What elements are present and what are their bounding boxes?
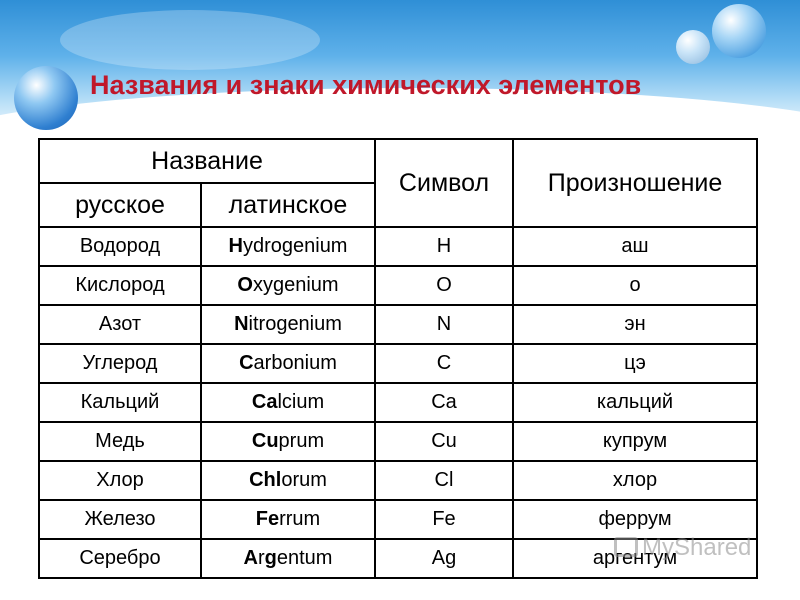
table-header-row — [39, 139, 757, 183]
cell-symbol: O — [375, 266, 513, 305]
cell-russian: Медь — [39, 422, 201, 461]
decorative-sphere-icon — [14, 66, 78, 130]
cell-pronunciation: феррум — [513, 500, 757, 539]
cell-latin: Hydrogenium — [201, 227, 375, 266]
cell-russian: Водород — [39, 227, 201, 266]
header-pronunciation: Произношение — [513, 139, 757, 227]
cell-russian: Кислород — [39, 266, 201, 305]
cell-pronunciation: купрум — [513, 422, 757, 461]
cell-pronunciation: аргентум — [513, 539, 757, 578]
header-name: Название — [39, 139, 375, 183]
cell-latin: Carbonium — [201, 344, 375, 383]
cell-symbol: Ag — [375, 539, 513, 578]
cell-pronunciation: о — [513, 266, 757, 305]
cell-pronunciation: эн — [513, 305, 757, 344]
cell-russian: Азот — [39, 305, 201, 344]
cell-pronunciation: кальций — [513, 383, 757, 422]
table-row — [39, 227, 757, 266]
table-row — [39, 344, 757, 383]
elements-table — [38, 138, 758, 579]
header-russian: русское — [39, 183, 201, 227]
table-row — [39, 383, 757, 422]
watermark-text: MyShared — [642, 534, 752, 561]
table-row — [39, 422, 757, 461]
banner-glow — [60, 10, 320, 70]
cell-symbol: N — [375, 305, 513, 344]
cell-pronunciation: цэ — [513, 344, 757, 383]
cell-latin: Argentum — [201, 539, 375, 578]
cell-pronunciation: аш — [513, 227, 757, 266]
presentation-icon — [614, 537, 638, 557]
cell-latin: Chlorum — [201, 461, 375, 500]
table-row — [39, 305, 757, 344]
table-row — [39, 266, 757, 305]
cell-russian: Углерод — [39, 344, 201, 383]
cell-symbol: Ca — [375, 383, 513, 422]
cell-symbol: H — [375, 227, 513, 266]
cell-latin: Nitrogenium — [201, 305, 375, 344]
cell-latin: Oxygenium — [201, 266, 375, 305]
header-latin: латинское — [201, 183, 375, 227]
cell-latin: Calcium — [201, 383, 375, 422]
cell-russian: Кальций — [39, 383, 201, 422]
cell-russian: Железо — [39, 500, 201, 539]
table-row — [39, 461, 757, 500]
header-symbol: Символ — [375, 139, 513, 227]
cell-latin: Ferrum — [201, 500, 375, 539]
cell-pronunciation: хлор — [513, 461, 757, 500]
cell-russian: Хлор — [39, 461, 201, 500]
cell-symbol: Cu — [375, 422, 513, 461]
decorative-sphere-icon — [676, 30, 710, 64]
decorative-sphere-icon — [712, 4, 766, 58]
cell-symbol: Cl — [375, 461, 513, 500]
cell-symbol: C — [375, 344, 513, 383]
page-title: Названия и знаки химических элементов — [90, 70, 642, 100]
cell-latin: Cuprum — [201, 422, 375, 461]
watermark — [614, 534, 751, 562]
cell-symbol: Fe — [375, 500, 513, 539]
cell-russian: Серебро — [39, 539, 201, 578]
